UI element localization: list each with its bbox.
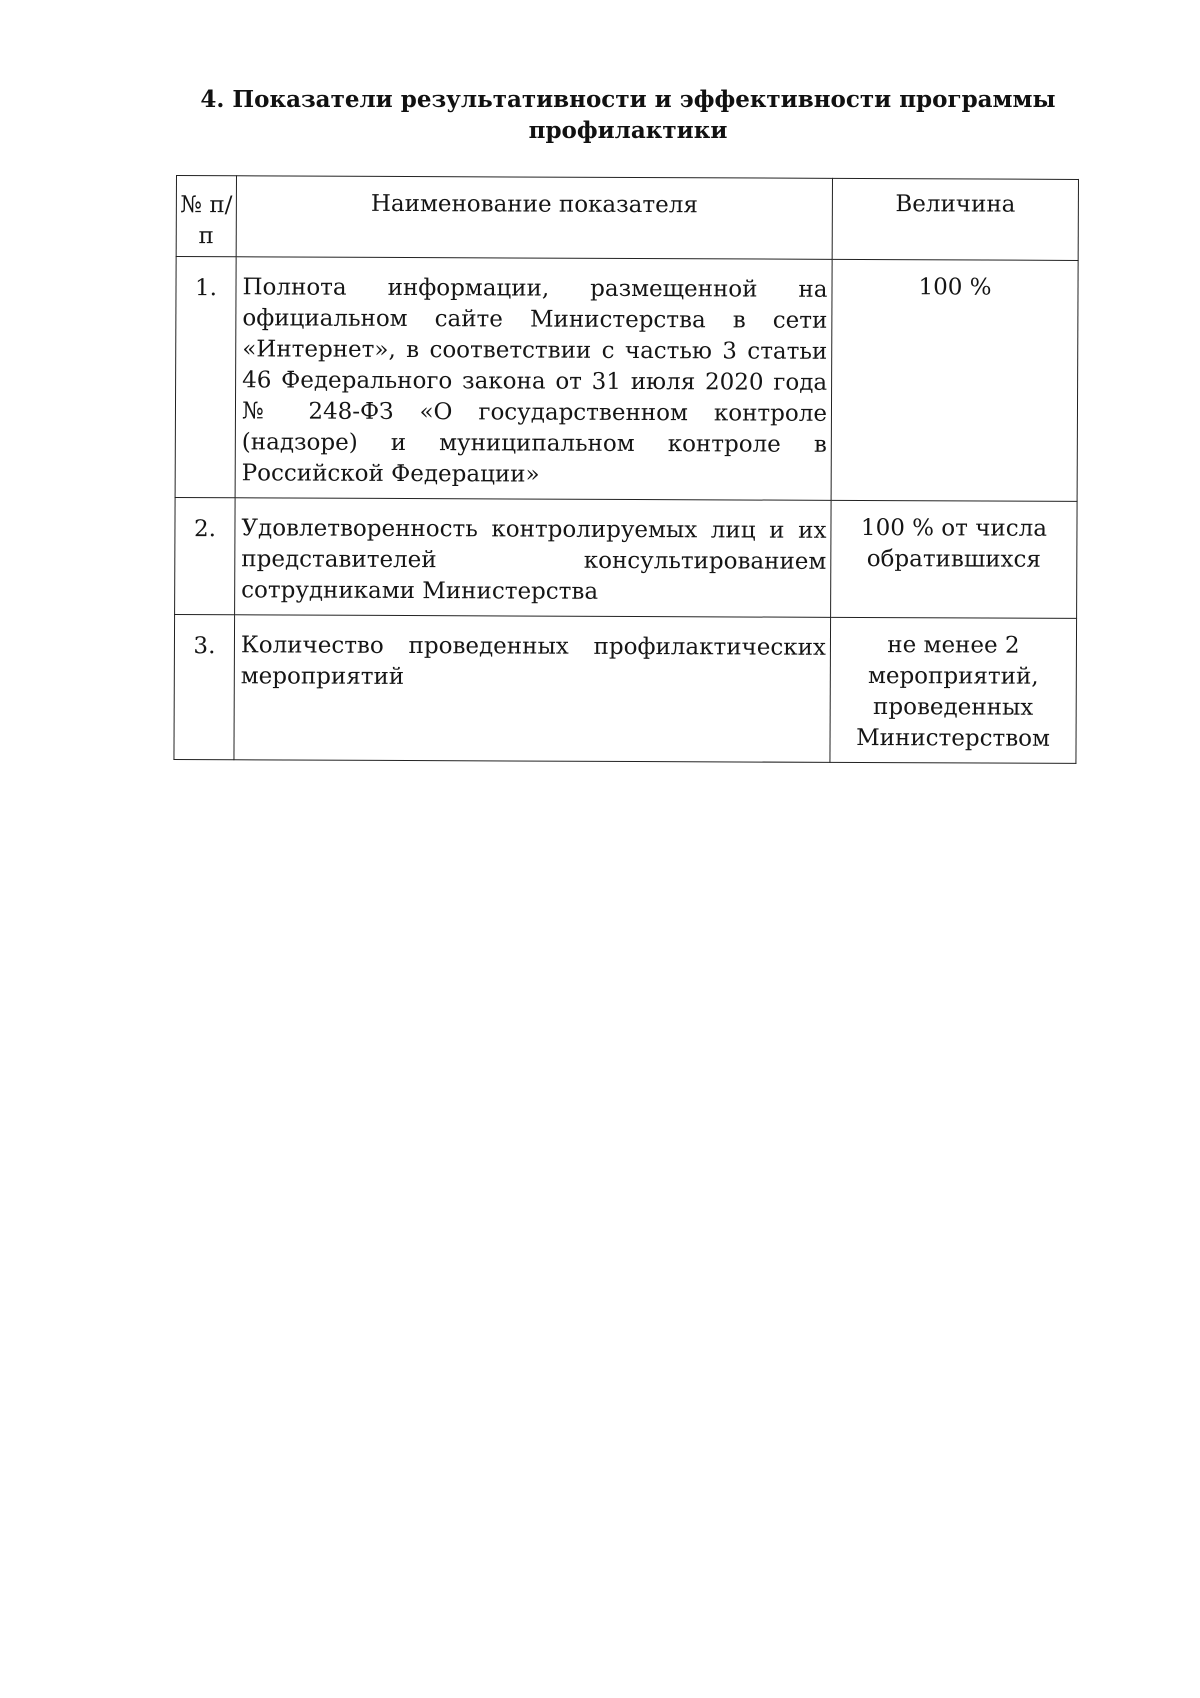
row-indicator-name: Полнота информации, размещенной на официальном сайте Министерства в сети «Интернет», в соответствии с частью 3 статьи 46 Федерального закона от 31 июля 2020 года № 248-ФЗ «О государственном контроле (надзоре) и муниципальном контроле в Российской Федерации» [235,257,832,501]
row-number: 1. [175,257,236,498]
row-value: 100 % [831,259,1078,501]
table-row [174,614,1077,763]
row-indicator-name: Удовлетворенность контролируемых лиц и их представителей консультированием сотрудниками Министерства [235,498,832,618]
header-number: № п/п [176,176,236,257]
table-row [175,497,1078,618]
header-indicator-name: Наименование показателя [236,176,832,260]
section-heading-line-2: профилактики [528,117,728,144]
row-indicator-name: Количество проведенных профилактических мероприятий [234,615,831,763]
section-heading [178,84,1078,146]
row-number: 2. [175,497,236,614]
row-value: 100 % от числа обратившихся [831,500,1078,618]
table-header-row [176,176,1078,261]
indicators-table [173,175,1079,764]
header-value: Величина [832,178,1078,260]
table-row [175,257,1078,502]
row-value: не менее 2 мероприятий, проведенных Министерством [830,617,1077,763]
row-number: 3. [174,614,235,759]
section-heading-line-1: 4. Показатели результативности и эффективности программы [200,86,1056,113]
